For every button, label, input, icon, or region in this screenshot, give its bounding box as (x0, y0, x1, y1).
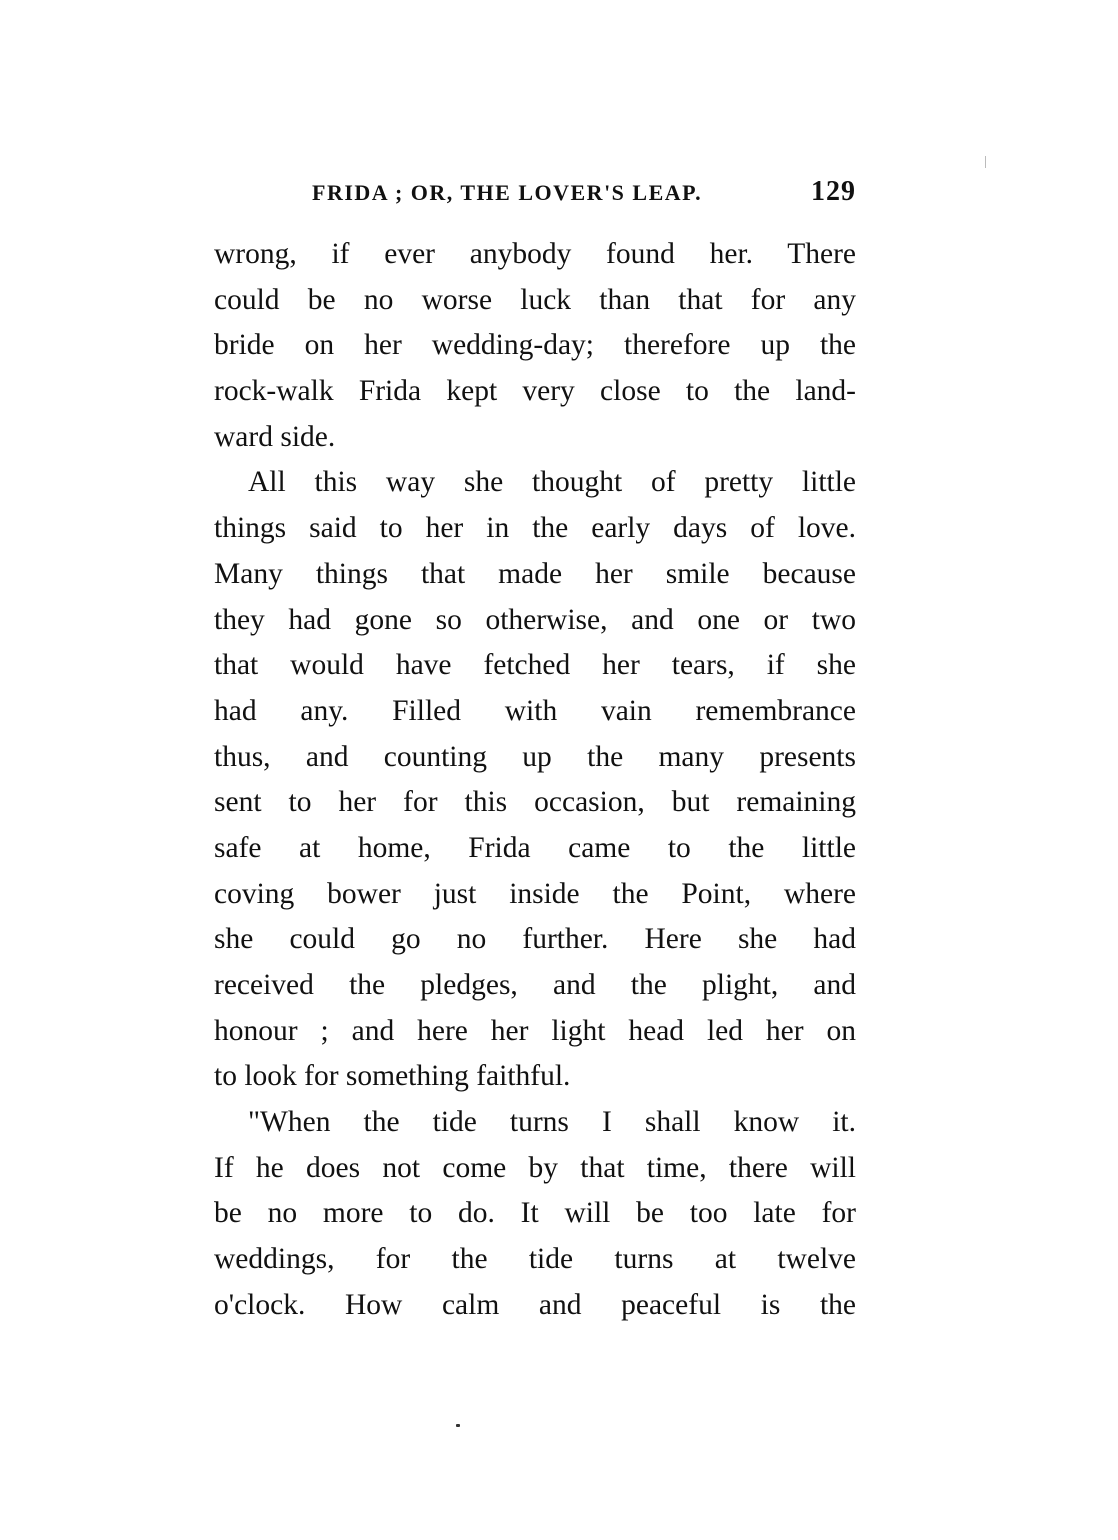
text-line: had any. Filled with vain remembrance (214, 694, 856, 727)
text-line: to look for something faithful. (214, 1060, 571, 1093)
text-line: wrong, if ever anybody found her. There (214, 238, 856, 270)
text-line: o'clock. How calm and peaceful is the (214, 1288, 856, 1321)
text-line: could be no worse luck than that for any (214, 283, 856, 316)
text-line: that would have fetched her tears, if she (214, 649, 856, 682)
text-line: ward side. (214, 420, 336, 453)
page-edge-mark (985, 156, 986, 168)
text-line: coving bower just inside the Point, where (214, 877, 856, 910)
text-line: sent to her for this occasion, but remaining (214, 786, 856, 819)
print-speck (456, 1424, 460, 1427)
text-line: If he does not come by that time, there will (214, 1151, 856, 1184)
body-text (214, 232, 856, 1329)
text-line: be no more to do. It will be too late for (214, 1197, 856, 1230)
text-line: received the pledges, and the plight, and (214, 969, 856, 1001)
text-line: rock-walk Frida kept very close to the land- (214, 375, 856, 408)
running-head (312, 176, 856, 212)
text-line: Many things that made her smile because (214, 557, 856, 590)
text-line: "When the tide turns I shall know it. (248, 1106, 856, 1139)
text-line: All this way she thought of pretty little (248, 466, 856, 499)
text-line: safe at home, Frida came to the little (214, 831, 856, 864)
text-line: they had gone so otherwise, and one or two (214, 603, 856, 636)
text-line: weddings, for the tide turns at twelve (214, 1243, 856, 1276)
text-line: she could go no further. Here she had (214, 923, 856, 956)
text-line: honour ; and here her light head led her on (214, 1014, 856, 1047)
text-line: things said to her in the early days of love. (214, 512, 856, 545)
text-line: bride on her wedding-day; therefore up the (214, 329, 856, 362)
page-number: 129 (811, 176, 856, 207)
text-line: thus, and counting up the many presents (214, 740, 856, 773)
running-title: FRIDA ; OR, THE LOVER'S LEAP. (312, 180, 703, 205)
